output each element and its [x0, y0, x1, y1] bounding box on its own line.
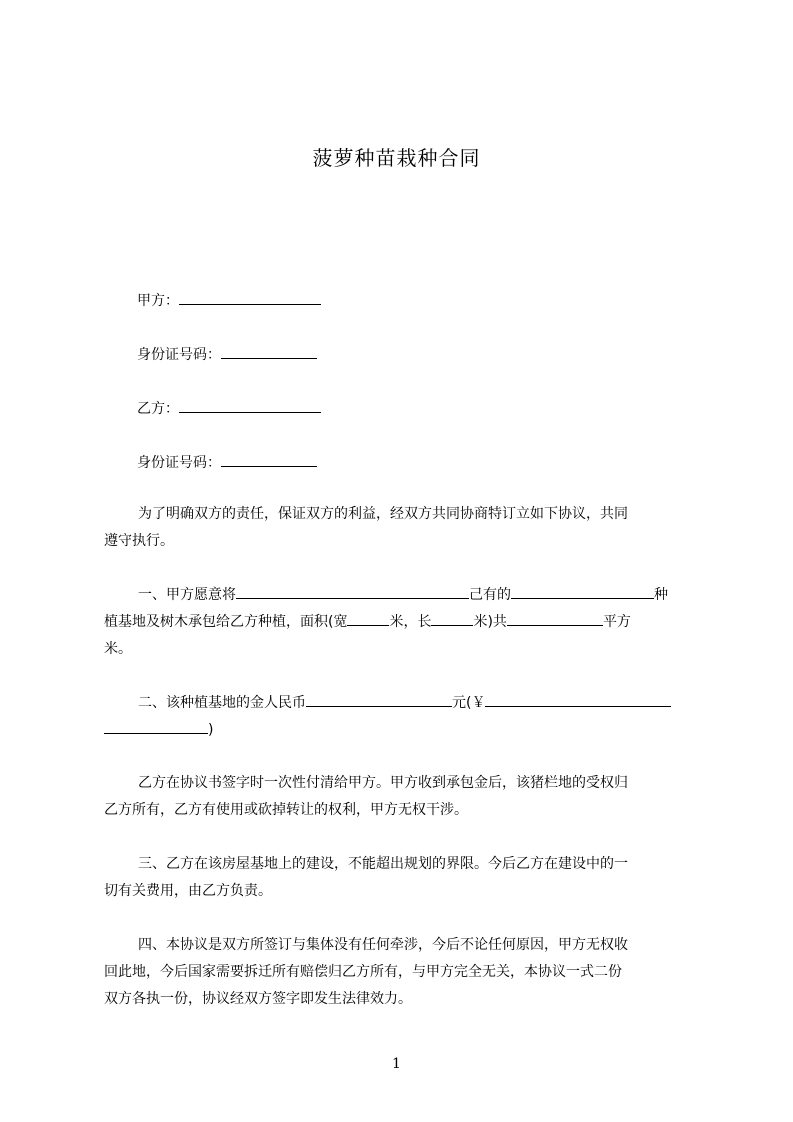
document-title: 菠萝种苗栽种合同 [312, 146, 481, 170]
party-b-label: 乙方： [137, 401, 179, 417]
party-a-id-field [137, 344, 317, 365]
clause-1-text-e: 米，长 [389, 614, 432, 630]
party-b-id-blank[interactable] [221, 452, 317, 467]
area-blank[interactable] [507, 611, 603, 626]
clause-1-text-g: 平方 [602, 614, 631, 630]
party-b-id-field [137, 452, 317, 473]
clause-1-text-d: 植基地及树木承包给乙方种植，面积(宽 [104, 614, 348, 630]
payment-line-2: 乙方所有，乙方有使用或砍掉转让的权利，甲方无权干涉。 [104, 802, 468, 818]
clause-1-text-b: 己有的 [469, 587, 511, 603]
clause-3-line-1: 三、乙方在该房屋基地上的建设，不能超出规划的界限。今后乙方在建设中的一 [138, 856, 628, 872]
clause-1-line-1 [104, 582, 704, 608]
clause-2-line-2 [104, 717, 704, 743]
party-b-blank[interactable] [179, 398, 321, 413]
clause-2-close: ) [208, 722, 214, 738]
payment-line-1: 乙方在协议书签字时一次性付清给甲方。甲方收到承包金后，该猪栏地的受权归 [138, 775, 628, 791]
amount-number-blank[interactable] [485, 692, 671, 707]
clause-1-line-3: 米。 [104, 641, 132, 657]
amount-number-blank-cont[interactable] [104, 719, 208, 734]
clause-1-land-blank[interactable] [511, 584, 654, 599]
clause-4-line-3: 双方各执一份，协议经双方签字即发生法律效力。 [104, 991, 412, 1007]
clause-2-text-b: 元(￥ [452, 695, 486, 711]
clause-4-line-1: 四、本协议是双方所签订与集体没有任何牵涉，今后不论任何原因，甲方无权收 [138, 937, 628, 953]
clause-4-line-2: 回此地，今后国家需要拆迁所有赔偿归乙方所有，与甲方完全无关，本协议一式二份 [104, 964, 622, 980]
party-a-blank[interactable] [179, 290, 321, 305]
party-b-id-label: 身份证号码： [137, 455, 221, 471]
amount-words-blank[interactable] [306, 692, 452, 707]
page-number: 1 [392, 1056, 401, 1072]
intro-line-1: 为了明确双方的责任，保证双方的利益，经双方共同协商特订立如下协议，共同 [138, 506, 628, 522]
party-a-field [137, 290, 321, 311]
party-a-label: 甲方： [137, 293, 179, 309]
clause-1-text-f: 米)共 [473, 614, 507, 630]
intro-line-2: 遵守执行。 [104, 533, 174, 549]
clause-2-line-1 [104, 690, 704, 716]
clause-2-text-a: 二、该种植基地的金人民币 [138, 695, 306, 711]
clause-3-line-2: 切有关费用，由乙方负责。 [104, 883, 272, 899]
party-a-id-label: 身份证号码： [137, 347, 221, 363]
width-blank[interactable] [347, 611, 389, 626]
party-a-id-blank[interactable] [221, 344, 317, 359]
clause-1-text-c: 种 [654, 587, 668, 603]
party-b-field [137, 398, 321, 419]
clause-1-land-owner-blank[interactable] [236, 584, 469, 599]
clause-1-text-a: 一、甲方愿意将 [138, 587, 236, 603]
clause-1-line-2 [104, 609, 704, 635]
length-blank[interactable] [431, 611, 473, 626]
